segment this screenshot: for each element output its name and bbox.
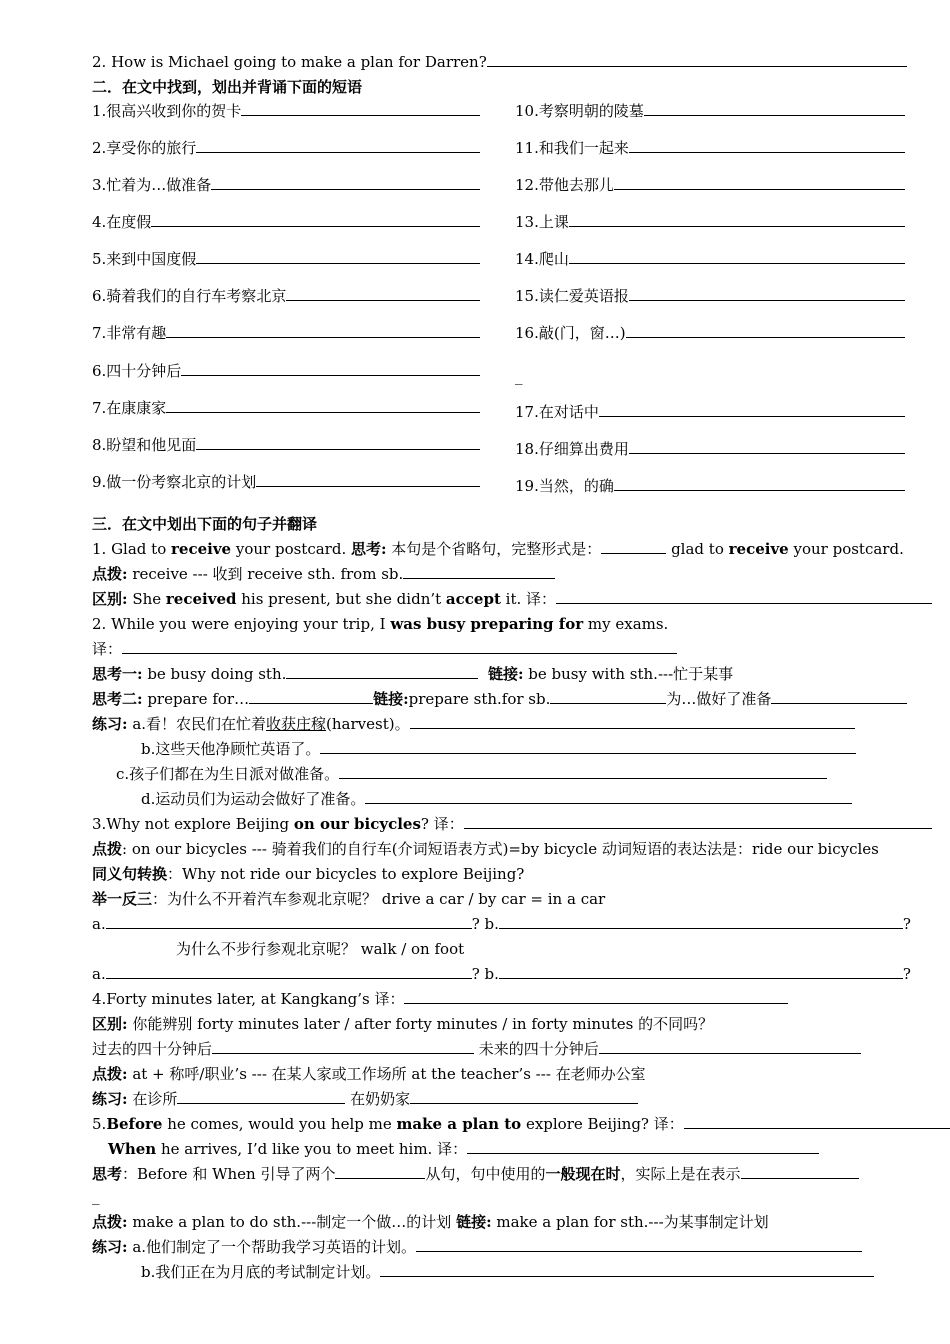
diff-label: 区别: [92, 590, 128, 608]
answer-blank[interactable] [416, 1237, 862, 1252]
text: 为…做好了准备 [666, 690, 772, 708]
answer-blank[interactable] [380, 1262, 874, 1277]
answer-blank[interactable] [684, 1114, 950, 1129]
phrase-item [515, 402, 905, 422]
text: a.他们制定了一个帮助我学习英语的计划。 [127, 1238, 417, 1256]
phrase-item [92, 286, 480, 306]
text: ? [902, 965, 911, 983]
phrase-label: 11.和我们一起来 [515, 139, 629, 157]
think-label: 思考: [350, 540, 387, 558]
phrase-item [515, 476, 905, 496]
text: ：Why not ride our bicycles to explore Beijing? [167, 865, 525, 883]
exercise-2b [141, 739, 856, 759]
think-label: 思考二: [92, 690, 143, 708]
text: make a plan to do sth.---制定一个做…的计划 [127, 1213, 457, 1231]
text: make a plan for sth.---为某事制定计划 [491, 1213, 769, 1231]
underlined-text: 收获庄稼 [266, 715, 327, 733]
phrase-item [92, 435, 480, 455]
text: c.孩子们都在为生日派对做准备。 [116, 765, 340, 783]
phrase-item [92, 101, 480, 121]
text: 3.Why not explore Beijing [92, 815, 294, 833]
answer-blank[interactable] [339, 764, 827, 779]
text: ? 译： [420, 815, 464, 833]
exercise-label: 练习: [92, 1090, 128, 1108]
answer-blank[interactable] [499, 964, 903, 979]
answer-blank[interactable] [467, 1139, 819, 1154]
answer-blank[interactable] [499, 914, 903, 929]
tip-label: 点拨: [92, 1213, 128, 1231]
text: glad to [666, 540, 729, 558]
answer-blank[interactable] [212, 1039, 474, 1054]
phrase-label: 10.考察明朝的陵墓 [515, 102, 644, 120]
answer-blank[interactable] [644, 101, 905, 116]
tip-label: 点拨 [92, 840, 123, 858]
phrase-item [515, 175, 905, 195]
phrase-label: 6.骑着我们的自行车考察北京 [92, 287, 287, 305]
keyword: receive [728, 540, 789, 558]
answer-blank[interactable] [365, 789, 852, 804]
think-1 [92, 664, 733, 684]
text: ，实际上是在表示 [620, 1165, 741, 1183]
think-5 [92, 1164, 859, 1184]
answer-blank[interactable] [151, 212, 480, 227]
answer-blank[interactable] [601, 539, 666, 554]
answer-blank[interactable] [166, 323, 480, 338]
tip-label: 点拨: [92, 1065, 128, 1083]
section-3-title: 三．在文中划出下面的句子并翻译 [92, 515, 318, 533]
text: She [127, 590, 166, 608]
translation-2 [92, 639, 677, 659]
sentence-4 [92, 989, 788, 1009]
phrase-label: 8.盼望和他见面 [92, 436, 197, 454]
text: at + 称呼/职业’s --- 在某人家或工作场所 at the teacher’s --- 在老师办公室 [127, 1065, 646, 1083]
answer-blank[interactable] [629, 439, 905, 454]
exercise-2a [92, 714, 855, 734]
text: 在奶奶家 [345, 1090, 411, 1108]
answer-blank[interactable] [196, 435, 480, 450]
keyword: 一般现在时 [545, 1165, 621, 1183]
phrase-item [515, 101, 905, 121]
keyword: received [165, 590, 237, 608]
answer-blank[interactable] [771, 689, 907, 704]
text: b.我们正在为月底的考试制定计划。 [141, 1263, 381, 1281]
phrase-label: 2.享受你的旅行 [92, 139, 197, 157]
exercise-label: 练习: [92, 1238, 128, 1256]
difference-4 [92, 1014, 713, 1034]
link-label: 链接: [487, 665, 524, 683]
phrase-label: 19.当然，的确 [515, 477, 614, 495]
phrase-label: 18.仔细算出费用 [515, 440, 629, 458]
phrase-item [92, 361, 480, 381]
answer-blank[interactable] [487, 52, 907, 67]
phrase-item [515, 439, 905, 459]
answer-blank[interactable] [410, 1089, 638, 1104]
link-label: 链接: [373, 690, 409, 708]
exercise-4 [92, 1089, 638, 1109]
text: d.运动员们为运动会做好了准备。 [141, 790, 366, 808]
text: his present, but she didn’t [236, 590, 446, 608]
phrase-label: 4.在度假 [92, 213, 152, 231]
phrase-label: 7.非常有趣 [92, 324, 167, 342]
text: 本句是个省略句，完整形式是： [386, 540, 602, 558]
text: ? [471, 915, 480, 933]
keyword: Before [106, 1115, 163, 1133]
tip-label: 点拨: [92, 565, 128, 583]
answer-blank[interactable] [241, 101, 480, 116]
answer-blank[interactable] [211, 175, 480, 190]
translate-label: 译： [92, 640, 123, 658]
think-2 [92, 689, 907, 709]
text: prepare sth.for sb. [408, 690, 551, 708]
phrase-item [92, 323, 480, 343]
text: 在诊所 [127, 1090, 178, 1108]
text: b.这些天他净顾忙英语了。 [141, 740, 321, 758]
answer-blank[interactable] [196, 138, 480, 153]
exercise-2c [116, 764, 827, 784]
sentence-3 [92, 814, 932, 834]
answer-blank[interactable] [177, 1089, 345, 1104]
text: explore Beijing? 译： [521, 1115, 684, 1133]
phrase-item [515, 138, 905, 158]
answer-blank[interactable] [599, 1039, 861, 1054]
text: b. [479, 915, 499, 933]
answer-blank[interactable] [404, 989, 788, 1004]
tip-1 [92, 564, 555, 584]
tip-text: receive --- 收到 receive sth. from sb. [127, 565, 404, 583]
phrase-item [92, 249, 480, 269]
link-label: 链接: [456, 1213, 492, 1231]
synonym-label: 同义句转换 [92, 865, 168, 883]
phrase-label: 6.四十分钟后 [92, 362, 182, 380]
answer-blank[interactable] [256, 472, 480, 487]
text: 4.Forty minutes later, at Kangkang’s 译： [92, 990, 405, 1008]
exercise-5b [141, 1262, 874, 1282]
answer-blank[interactable] [286, 286, 480, 301]
answer-blank[interactable] [122, 639, 677, 654]
text: ? [471, 965, 480, 983]
answer-blank[interactable] [166, 398, 480, 413]
phrase-item [92, 138, 480, 158]
difference-1 [92, 589, 932, 609]
text: : on our bicycles --- 骑着我们的自行车(介词短语表方式)=by bicycle 动词短语的表达法是：ride our bicycles [122, 840, 879, 858]
phrase-label: 5.来到中国度假 [92, 250, 197, 268]
text: prepare for… [142, 690, 250, 708]
phrase-label: 15.读仁爱英语报 [515, 287, 629, 305]
tip-3 [92, 839, 879, 859]
phrase-item [515, 366, 523, 386]
phrase-label: _ [515, 367, 523, 385]
answer-blank[interactable] [106, 914, 472, 929]
phrase-item [92, 212, 480, 232]
text: be busy doing sth. [142, 665, 287, 683]
phrase-item [515, 249, 905, 269]
phrase-item [515, 323, 905, 343]
answer-blank[interactable] [181, 361, 480, 376]
answer-line-3a [92, 914, 911, 934]
phrase-label: 13.上课 [515, 213, 569, 231]
answer-blank[interactable] [569, 212, 905, 227]
think-5-continuation: _ [92, 1187, 100, 1205]
phrase-label: 1.很高兴收到你的贺卡 [92, 102, 242, 120]
tip-4 [92, 1064, 646, 1084]
phrase-item [515, 212, 905, 232]
phrase-label: 7.在康康家 [92, 399, 167, 417]
answer-blank[interactable] [249, 689, 373, 704]
diff-label: 区别: [92, 1015, 128, 1033]
text: b. [479, 965, 499, 983]
answer-blank[interactable] [335, 1164, 425, 1179]
exercise-label: 练习: [92, 715, 128, 733]
answer-blank[interactable] [286, 664, 478, 679]
keyword: on our bicycles [293, 815, 421, 833]
answer-blank[interactable] [464, 814, 932, 829]
exercise-5a [92, 1237, 862, 1257]
text: (harvest)。 [326, 715, 410, 733]
answer-blank[interactable] [629, 138, 905, 153]
phrase-item [515, 286, 905, 306]
text: be busy with sth.---忙于某事 [523, 665, 734, 683]
past-future-4 [92, 1039, 861, 1059]
text: a. [92, 915, 106, 933]
phrase-label: 16.敲(门，窗…) [515, 324, 626, 342]
text: your postcard. [788, 540, 904, 558]
text: a.看！农民们在忙着 [127, 715, 267, 733]
keyword: accept [445, 590, 501, 608]
keyword: receive [171, 540, 232, 558]
question-2-text: 2. How is Michael going to make a plan for Darren? [92, 53, 487, 71]
answer-blank[interactable] [196, 249, 480, 264]
answer-blank[interactable] [626, 323, 905, 338]
text: my exams. [583, 615, 669, 633]
section-2-title: 二．在文中找到，划出并背诵下面的短语 [92, 78, 363, 96]
text: your postcard. [231, 540, 351, 558]
text: a. [92, 965, 106, 983]
synonym-3 [92, 864, 524, 884]
text: ：Before 和 When 引导了两个 [122, 1165, 336, 1183]
sentence-2 [92, 614, 668, 634]
answer-blank[interactable] [556, 589, 932, 604]
text: ：为什么不开着汽车参观北京呢？ drive a car / by car = in a car [152, 890, 606, 908]
answer-blank[interactable] [403, 564, 555, 579]
tip-5 [92, 1212, 769, 1232]
phrase-label: 12.带他去那儿 [515, 176, 614, 194]
answer-blank[interactable] [614, 476, 905, 491]
text: 过去的四十分钟后 [92, 1040, 213, 1058]
answer-blank[interactable] [550, 689, 666, 704]
answer-blank[interactable] [741, 1164, 859, 1179]
walk-question: 为什么不步行参观北京呢？ walk / on foot [176, 940, 465, 958]
phrase-item [92, 398, 480, 418]
keyword: make a plan to [396, 1115, 522, 1133]
think-label: 思考一: [92, 665, 143, 683]
phrase-item [92, 175, 480, 195]
answer-blank[interactable] [614, 175, 905, 190]
text: he arrives, I’d like you to meet him. 译： [156, 1140, 468, 1158]
phrase-label: 14.爬山 [515, 250, 569, 268]
text: 5. [92, 1115, 107, 1133]
sentence-5 [92, 1114, 950, 1134]
text: 从句，句中使用的 [425, 1165, 546, 1183]
answer-blank[interactable] [106, 964, 472, 979]
answer-line-3b [92, 964, 911, 984]
phrase-label: 17.在对话中 [515, 403, 599, 421]
answer-blank[interactable] [629, 286, 905, 301]
phrase-label: 3.忙着为…做准备 [92, 176, 212, 194]
exercise-2d [141, 789, 852, 809]
text: 1. Glad to [92, 540, 171, 558]
answer-blank[interactable] [320, 739, 856, 754]
keyword: was busy preparing for [390, 615, 584, 633]
answer-blank[interactable] [569, 249, 905, 264]
text: ? [902, 915, 911, 933]
text: 你能辨别 forty minutes later / after forty minutes / in forty minutes 的不同吗？ [127, 1015, 714, 1033]
analogy-3 [92, 889, 605, 909]
phrase-label: 9.做一份考察北京的计划 [92, 473, 257, 491]
answer-blank[interactable] [599, 402, 905, 417]
text: 2. While you were enjoying your trip, I [92, 615, 391, 633]
text: it. 译： [500, 590, 557, 608]
phrase-item [92, 472, 480, 492]
sentence-1 [92, 539, 904, 559]
analogy-label: 举一反三 [92, 890, 153, 908]
answer-blank[interactable] [410, 714, 855, 729]
sentence-5-when [108, 1139, 819, 1159]
keyword: When [108, 1140, 157, 1158]
text: he comes, would you help me [162, 1115, 397, 1133]
text: 未来的四十分钟后 [474, 1040, 599, 1058]
think-label: 思考 [92, 1165, 123, 1183]
question-2 [92, 52, 907, 72]
